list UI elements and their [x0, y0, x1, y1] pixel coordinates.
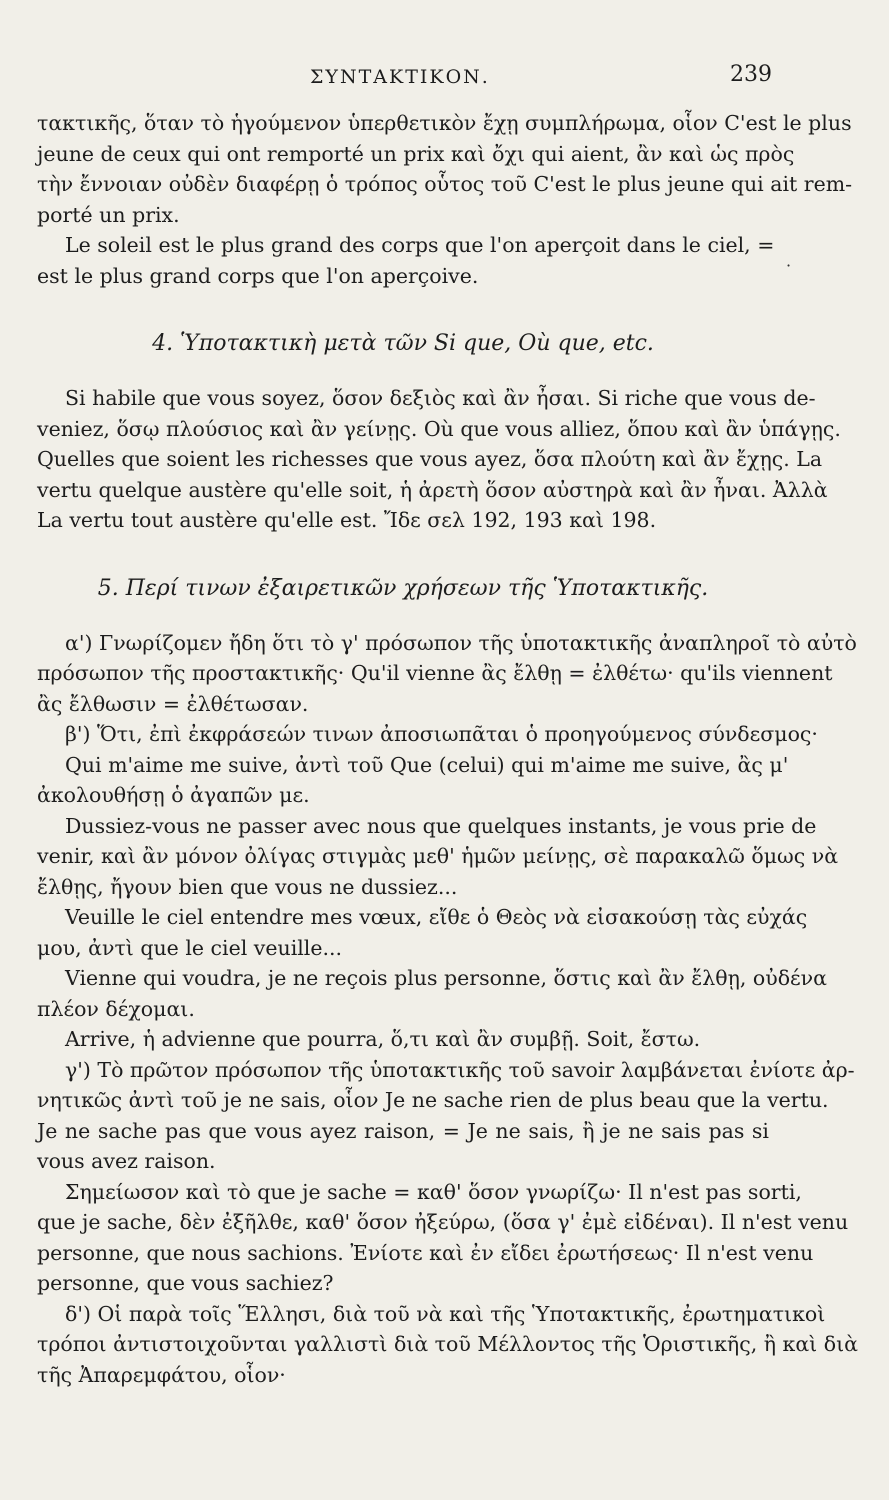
text-line: est le plus grand corps que l'on aperçoive. — [37, 263, 479, 288]
text-line: τρόποι ἀντιστοιχοῦνται γαλλιστὶ διὰ τοῦ Μέλλοντος τῆς Ὁριστικῆς, ἢ καὶ διὰ — [37, 1332, 858, 1356]
text-line: Vienne qui voudra, je ne reçois plus personne, ὅστις καὶ ἂν ἔλθῃ, οὐδένα — [65, 966, 827, 990]
text-line: Qui m'aime me suive, ἀντὶ τοῦ Que (celui) qui m'aime me suive, ἂς μ' — [65, 752, 789, 777]
paragraph — [37, 750, 789, 811]
text-line: personne, que vous sachiez? — [37, 1271, 334, 1295]
paragraph — [37, 1299, 858, 1391]
paragraph — [37, 108, 853, 230]
paragraph — [37, 383, 841, 536]
running-head-title: ΣΥΝΤΑΚΤΙΚΟΝ. — [310, 66, 490, 88]
paragraph — [37, 1055, 855, 1177]
paragraph — [37, 230, 775, 291]
text-line: α') Γνωρίζομεν ἤδη ὅτι τὸ γ' πρόσωπον τῆς ὑποτακτικῆς ἀναπληροῖ τὸ αὐτὸ — [65, 630, 857, 655]
text-line: δ') Οἱ παρὰ τοῖς Ἕλλησι, διὰ τοῦ νὰ καὶ τῆς Ὑποτακτικῆς, ἐρωτηματικοὶ — [65, 1301, 826, 1326]
page-number: 239 — [730, 62, 772, 87]
text-line: Veuille le ciel entendre mes vœux, εἴθε ὁ Θεὸς νὰ εἰσακούσῃ τὰς εὐχάς — [65, 905, 808, 929]
paragraph — [37, 1024, 769, 1055]
text-line: τακτικῆς, ὅταν τὸ ἡγούμενον ὑπερθετικὸν ἔχῃ συμπλήρωμα, οἷον C'est le plus — [37, 111, 852, 135]
text-line: ἔλθῃς, ἤγουν bien que vous ne dussiez... — [37, 874, 458, 899]
paragraph — [37, 719, 818, 750]
text-line: πρόσωπον τῆς προστακτικῆς· Qu'il vienne ἂς ἔλθῃ = ἐλθέτω· qu'ils viennent — [37, 661, 833, 685]
section-heading-4: 4. Ὑποτακτικὴ μετὰ τῶν Si que, Où que, etc. — [152, 331, 654, 356]
text-line: τὴν ἔννοιαν οὐδὲν διαφέρῃ ὁ τρόπος οὗτος τοῦ C'est le plus jeune qui ait rem- — [37, 172, 853, 196]
text-line: Arrive, ἡ advienne que pourra, ὅ,τι καὶ ἂν συμβῇ. Soit, ἔστω. — [65, 1027, 701, 1051]
text-line: que je sache, δὲν ἐξῆλθε, καθ' ὅσον ἠξεύρω, (ὅσα γ' ἐμὲ εἰδέναι). Il n'est venu — [37, 1210, 849, 1234]
text-line: ἂς ἔλθωσιν = ἐλθέτωσαν. — [37, 691, 309, 716]
paragraph — [37, 1177, 849, 1299]
text-line: venir, καὶ ἂν μόνον ὀλίγας στιγμὰς μεθ' ἡμῶν μείνῃς, σὲ παρακαλῶ ὅμως νὰ — [37, 844, 839, 868]
text-line: Le soleil est le plus grand des corps que l'on aperçoit dans le ciel, = — [65, 233, 775, 257]
text-line: La vertu tout austère qu'elle est. Ἴδε σελ 192, 193 καὶ 198. — [37, 508, 657, 532]
text-line: porté un prix. — [37, 202, 180, 227]
page-body — [37, 108, 858, 1390]
text-line: β') Ὅτι, ἐπὶ ἐκφράσεών τινων ἀποσιωπᾶται ὁ προηγούμενος σύνδεσμος· — [65, 722, 818, 746]
paragraph — [37, 963, 827, 1024]
text-line: μου, ἀντὶ que le ciel veuille... — [37, 935, 343, 960]
text-line: ἀκολουθήσῃ ὁ ἀγαπῶν με. — [37, 783, 310, 807]
text-line: jeune de ceux qui ont remporté un prix καὶ ὄχι qui aient, ἂν καὶ ὡς πρὸς — [37, 141, 795, 166]
text-line: Si habile que vous soyez, ὅσον δεξιὸς καὶ ἂν ἦσαι. Si riche que vous de- — [65, 386, 816, 410]
running-head — [0, 62, 889, 92]
text-line: γ') Τὸ πρῶτον πρόσωπον τῆς ὑποτακτικῆς τοῦ savoir λαμβάνεται ἐνίοτε ἀρ- — [65, 1057, 855, 1082]
text-line: νητικῶς ἀντὶ τοῦ je ne sais, οἷον Je ne sache rien de plus beau que la vertu. — [37, 1088, 829, 1112]
paragraph — [37, 628, 857, 720]
text-line: Dussiez-vous ne passer avec nous que quelques instants, je vous prie de — [65, 813, 817, 838]
text-line: veniez, ὅσῳ πλούσιος καὶ ἂν γείνῃς. Où que vous alliez, ὅπου καὶ ἂν ὑπάγῃς. — [37, 416, 841, 441]
margin-mark: · — [786, 256, 792, 275]
text-line: Σημείωσον καὶ τὸ que je sache = καθ' ὅσον γνωρίζω· Il n'est pas sorti, — [65, 1179, 802, 1204]
paragraph — [37, 811, 839, 903]
text-line: personne, que nous sachions. Ἐνίοτε καὶ ἐν εἴδει ἐρωτήσεως· Il n'est venu — [37, 1240, 814, 1265]
text-line: πλέον δέχομαι. — [37, 996, 195, 1021]
text-line: vous avez raison. — [37, 1149, 216, 1173]
paragraph — [37, 902, 808, 963]
text-line: vertu quelque austère qu'elle soit, ἡ ἀρετὴ ὅσον αὐστηρὰ καὶ ἂν ἦναι. Ἀλλὰ — [37, 477, 828, 502]
text-line: Je ne sache pas que vous ayez raison, = Je ne sais, ἢ je ne sais pas si — [37, 1118, 769, 1143]
section-heading-5: 5. Περί τινων ἐξαιρετικῶν χρήσεων τῆς Ὑποτακτικῆς. — [97, 575, 709, 601]
text-line: Quelles que soient les richesses que vous ayez, ὅσα πλούτη καὶ ἂν ἔχῃς. La — [37, 447, 823, 471]
text-line: τῆς Ἀπαρεμφάτου, οἷον· — [37, 1362, 286, 1387]
